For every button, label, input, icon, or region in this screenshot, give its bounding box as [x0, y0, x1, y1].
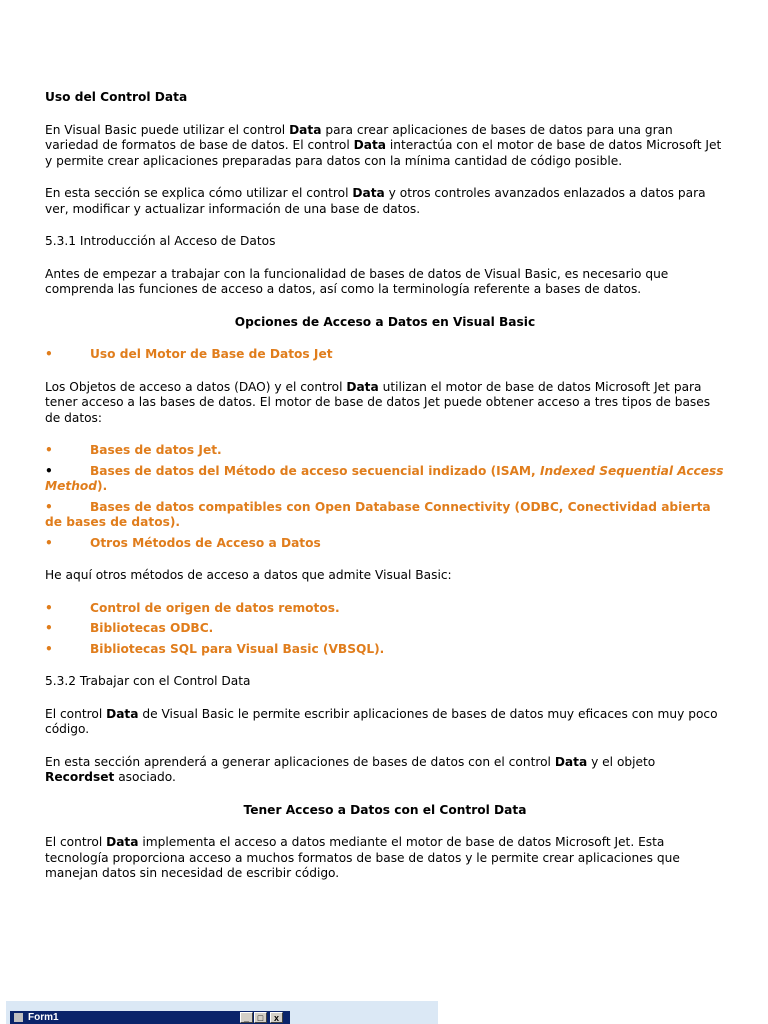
paragraph-control-data [45, 707, 725, 738]
list-item-label [45, 464, 724, 494]
list-item-label: Control de origen de datos remotos. [90, 600, 340, 615]
list-item-label: Uso del Motor de Base de Datos Jet [90, 347, 333, 361]
bold-term: Recordset [45, 770, 115, 784]
form-window-titlebar[interactable] [10, 1011, 290, 1024]
window-title: Form1 [28, 1012, 59, 1023]
text-run: El control [45, 706, 107, 721]
text-run: ). [97, 479, 108, 493]
list-item [45, 601, 725, 617]
text-run: En esta sección aprenderá a generar aplicaciones de bases de datos con el control [45, 754, 555, 769]
text-run: En Visual Basic puede utilizar el control [45, 122, 290, 137]
text-run: En esta sección se explica cómo utilizar el control [45, 186, 353, 200]
bold-term: Data [106, 706, 139, 721]
bullet-icon: • [45, 535, 53, 550]
text-run: asociado. [114, 770, 176, 784]
paragraph-section-info [45, 186, 725, 217]
italic-term: Indexed Sequential Access Method [45, 463, 724, 493]
bold-term: Data [353, 138, 387, 152]
list-item-label: Otros Métodos de Acceso a Datos [90, 535, 321, 550]
paragraph-implementa [45, 835, 725, 882]
jet-list [45, 347, 725, 363]
paragraph-dao [45, 380, 725, 427]
heading-tener-acceso: Tener Acceso a Datos con el Control Data [243, 802, 527, 817]
bold-term: Data [346, 379, 379, 394]
text-run: Los Objetos de acceso a datos (DAO) y el control [45, 379, 347, 394]
bullet-icon: • [45, 621, 53, 635]
list-item-label: Bases de datos Jet. [90, 443, 222, 457]
bullet-icon: • [45, 641, 53, 656]
text-run: utilizan el motor de base de datos Microsoft Jet para tener acceso a las bases de datos. El motor de base de datos Jet puede obtener acceso a tres tipos de bases de datos: [45, 379, 711, 425]
list-item [45, 464, 725, 495]
bold-term: Data [106, 835, 139, 849]
page-title: Uso del Control Data [45, 90, 188, 104]
section-heading-532: 5.3.2 Trabajar con el Control Data [45, 674, 251, 688]
paragraph-other-methods: He aquí otros métodos de acceso a datos que admite Visual Basic: [45, 568, 452, 582]
text-run: interactúa con el motor de base de datos Microsoft Jet y permite crear aplicaciones preparadas para datos con la mínima cantidad de código posible. [45, 138, 722, 168]
minimize-button[interactable]: _ [240, 1012, 253, 1023]
list-item [45, 642, 725, 658]
bold-term: Data [554, 754, 588, 769]
bold-term: Data [289, 122, 322, 137]
maximize-button[interactable]: □ [254, 1012, 267, 1023]
text-run: para crear aplicaciones de bases de datos para una gran variedad de formatos de base de datos. El control [45, 122, 673, 152]
close-button[interactable]: x [270, 1012, 283, 1023]
bullet-icon: • [45, 600, 53, 615]
text-run: y el objeto [587, 754, 656, 769]
paragraph-intro [45, 123, 725, 170]
list-item [45, 500, 725, 531]
bullet-icon: • [45, 463, 53, 478]
list-item-label: Bases de datos compatibles con Open Database Connectivity (ODBC, Conectividad abierta de bases de datos). [45, 499, 711, 529]
list-item-label: Bibliotecas SQL para Visual Basic (VBSQL). [90, 641, 385, 656]
list-item [45, 621, 725, 637]
list-item [45, 347, 725, 363]
document-body [45, 90, 725, 899]
bullet-icon: • [45, 499, 53, 514]
section-heading-531: 5.3.1 Introducción al Acceso de Datos [45, 234, 276, 248]
list-item [45, 536, 725, 552]
bold-term: Data [352, 186, 385, 200]
list-item [45, 443, 725, 459]
paragraph-recordset [45, 755, 725, 786]
db-types-list [45, 443, 725, 551]
heading-opciones: Opciones de Acceso a Datos en Visual Basic [234, 314, 536, 329]
bullet-icon: • [45, 347, 53, 361]
list-item-label: Bibliotecas ODBC. [90, 621, 214, 635]
bullet-icon: • [45, 443, 53, 457]
form-icon [14, 1013, 23, 1022]
text-run: y otros controles avanzados enlazados a datos para ver, modificar y actualizar información de una base de datos. [45, 186, 706, 216]
text-run: de Visual Basic le permite escribir aplicaciones de bases de datos muy eficaces con muy poco código. [45, 706, 718, 736]
paragraph-before-start: Antes de empezar a trabajar con la funcionalidad de bases de datos de Visual Basic, es necesario que comprenda las funciones de acceso a datos, así como la terminología referente a bases de datos. [45, 266, 669, 296]
methods-list [45, 601, 725, 658]
text-run: implementa el acceso a datos mediante el motor de base de datos Microsoft Jet. Esta tecnología proporciona acceso a muchos formatos de base de datos y le permite crear aplicaciones que manejan datos sin necesidad de escribir código. [45, 835, 680, 880]
text-run: Bases de datos del Método de acceso secuencial indizado (ISAM, [90, 463, 540, 478]
text-run: El control [45, 835, 107, 849]
